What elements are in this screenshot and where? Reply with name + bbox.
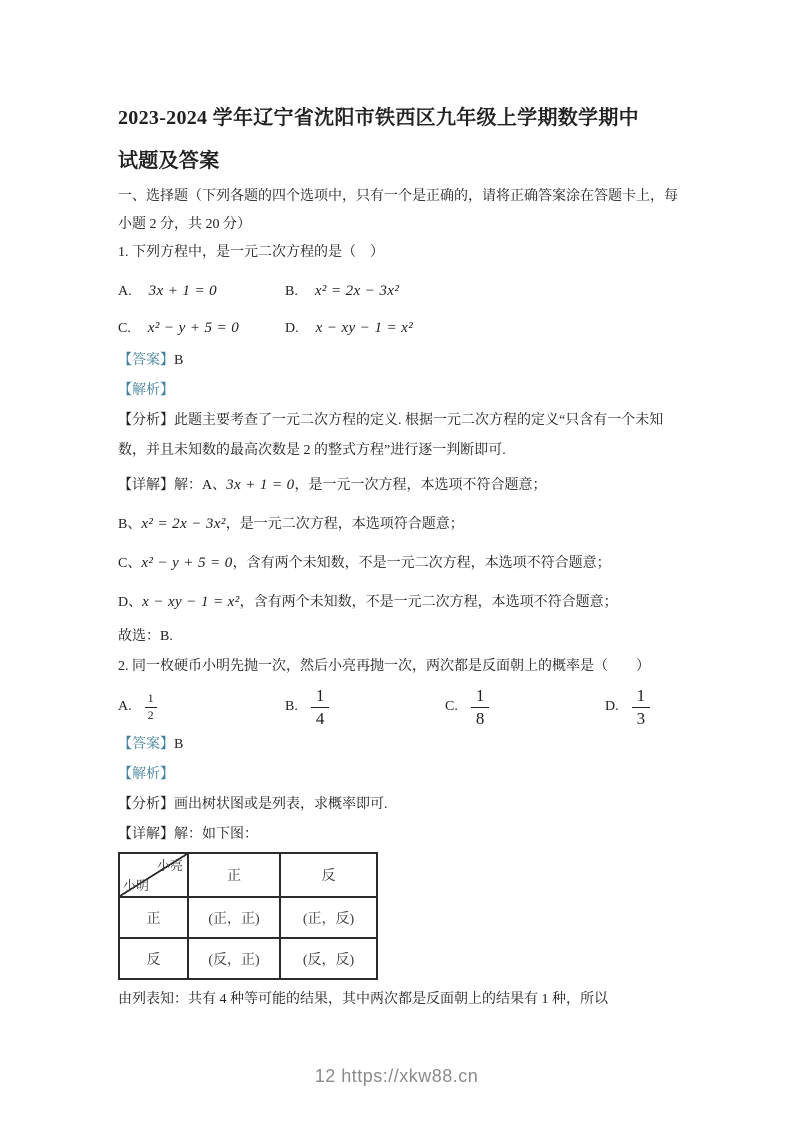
detail-line-b [118, 505, 688, 544]
question-1-options-row-2 [118, 309, 688, 346]
question-2-stem: 2. 同一枚硬币小明先抛一次，然后小亮再抛一次，两次都是反面朝上的概率是（ ） [118, 659, 650, 674]
fraction-denominator: 2 [147, 707, 154, 722]
option-a [118, 692, 285, 722]
table-header-row [119, 853, 377, 897]
question-1-answer-line [118, 346, 688, 376]
column-header: 正 [188, 853, 280, 897]
detail-post: ，是一元一次方程，本选项不符合题意； [294, 478, 547, 493]
option-d [605, 686, 688, 727]
option-a-math: 3x + 1 = 0 [148, 282, 218, 299]
option-d [285, 319, 413, 337]
corner-label-bottom: 小明 [123, 878, 150, 893]
option-a-label: A. [118, 699, 132, 714]
row-header: 正 [119, 897, 188, 938]
table-row [119, 938, 377, 979]
detail-math: x² − y + 5 = 0 [141, 555, 233, 571]
option-d-math: x − xy − 1 = x² [315, 319, 414, 336]
detail-pre: C、 [118, 556, 142, 571]
question-2-analysis [118, 790, 688, 820]
analysis-tag: 【解析】 [118, 767, 174, 782]
analysis-label: 【分析】 [118, 797, 174, 812]
question-1-analysis [118, 406, 688, 466]
title-line-1: 2023-2024 学年辽宁省沈阳市铁西区九年级上学期数学期中 [118, 107, 639, 129]
fraction-numerator: 1 [471, 686, 490, 707]
analysis-text: 此题主要考查了一元二次方程的定义. 根据一元二次方程的定义“只含有一个未知数，并且未知数的最高次数是 2 的整式方程”进行逐一判断即可. [118, 413, 664, 458]
fraction-denominator: 8 [475, 708, 485, 728]
fraction-numerator: 1 [311, 686, 330, 707]
detail-pre: D、 [118, 595, 143, 610]
question-2-answer-line [118, 730, 688, 760]
analysis-tag: 【解析】 [118, 383, 174, 398]
detail-line-d [118, 583, 688, 622]
detail-math: 3x + 1 = 0 [226, 477, 295, 493]
answer-tag: 【答案】 [118, 737, 174, 752]
analysis-text: 画出树状图或是列表，求概率即可. [174, 797, 388, 812]
option-b-label: B. [285, 283, 298, 299]
question-1-stem: 1. 下列方程中，是一元二次方程的是（ ） [118, 245, 384, 260]
detail-pre: B、 [118, 517, 142, 532]
corner-label-top: 小亮 [156, 858, 183, 873]
question-2-options [118, 684, 688, 730]
analysis-label: 【分析】 [118, 413, 174, 428]
probability-table [118, 852, 378, 980]
fraction-numerator: 1 [145, 692, 157, 707]
option-c [445, 686, 605, 727]
section-heading: 一、选择题（下列各题的四个选项中，只有一个是正确的，请将正确答案涂在答题卡上，每小题 2 分，共 20 分） [118, 189, 678, 232]
detail-math: x − xy − 1 = x² [142, 594, 240, 610]
page-footer-watermark: 12 https://xkw88.cn [314, 1066, 479, 1086]
question-1-conclusion: 故选：B. [118, 629, 173, 644]
fraction-numerator: 1 [632, 686, 651, 707]
column-header: 反 [280, 853, 377, 897]
option-b [285, 282, 399, 300]
question-1-options-row-1 [118, 272, 688, 309]
option-c [118, 319, 285, 337]
detail-line-c [118, 544, 688, 583]
question-2-detail-intro [118, 820, 688, 850]
table-cell: (正，正) [188, 897, 280, 938]
option-a-label: A. [118, 283, 132, 299]
question-2-conclusion: 由列表知：共有 4 种等可能的结果，其中两次都是反面朝上的结果有 1 种，所以 [118, 992, 608, 1007]
detail-post: ，含有两个未知数，不是一元二次方程，本选项不符合题意； [232, 556, 611, 571]
fraction-denominator: 4 [315, 708, 325, 728]
page-title [118, 97, 688, 183]
option-d-fraction [632, 686, 651, 727]
option-c-math: x² − y + 5 = 0 [147, 319, 240, 336]
option-c-label: C. [445, 699, 458, 714]
option-c-fraction [471, 686, 490, 727]
detail-pre: 【详解】解：A、 [118, 478, 227, 493]
detail-line-a [118, 466, 688, 505]
detail-post: ，含有两个未知数，不是一元二次方程，本选项不符合题意； [239, 595, 618, 610]
option-b-math: x² = 2x − 3x² [314, 282, 400, 299]
table-corner-cell [119, 853, 188, 897]
answer-value: B [174, 737, 184, 752]
answer-value: B [174, 353, 184, 368]
option-a-fraction [145, 692, 157, 722]
question-2-analysis-tag-line [118, 760, 688, 790]
fraction-denominator: 3 [636, 708, 646, 728]
detail-label: 【详解】 [118, 827, 174, 842]
table-row [119, 897, 377, 938]
row-header: 反 [119, 938, 188, 979]
title-line-2: 试题及答案 [118, 150, 220, 172]
option-d-label: D. [605, 699, 619, 714]
option-a [118, 282, 285, 300]
table-cell: (反，正) [188, 938, 280, 979]
option-d-label: D. [285, 320, 299, 336]
question-1-analysis-tag-line [118, 376, 688, 406]
table-cell: (正，反) [280, 897, 377, 938]
detail-math: x² = 2x − 3x² [141, 516, 226, 532]
detail-post: ，是一元二次方程，本选项符合题意； [225, 517, 464, 532]
table-cell: (反，反) [280, 938, 377, 979]
detail-text: 解：如下图： [174, 827, 258, 842]
answer-tag: 【答案】 [118, 353, 174, 368]
option-b-label: B. [285, 699, 298, 714]
option-b [285, 686, 445, 727]
option-c-label: C. [118, 320, 131, 336]
option-b-fraction [311, 686, 330, 727]
